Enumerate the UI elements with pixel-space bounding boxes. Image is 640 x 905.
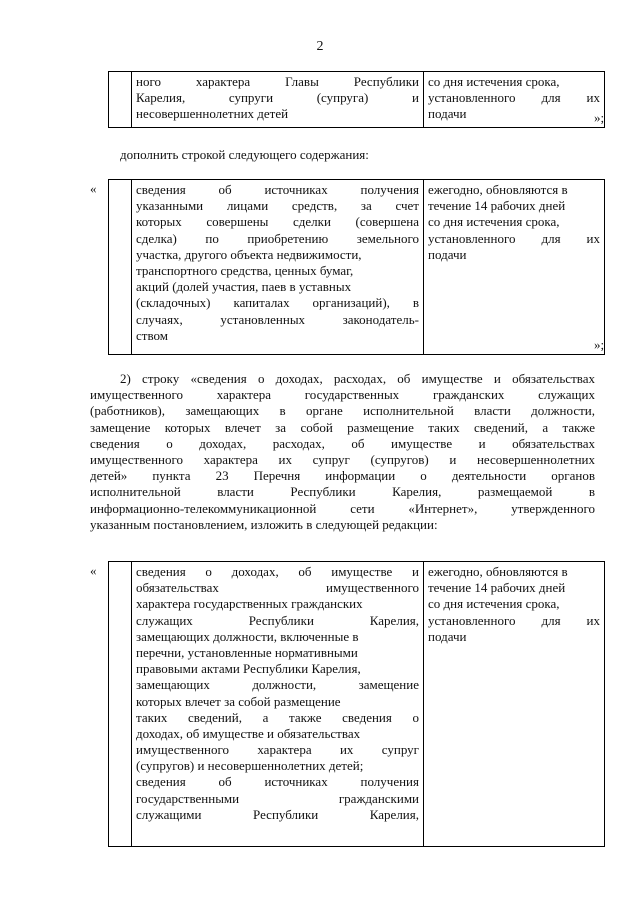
table-bottom-info-line: характера государственных гражданских: [136, 596, 363, 612]
table-mid-info-line: (складочных) капиталах организаций), в: [136, 295, 419, 311]
table-bottom-info-line: таких сведений, а также сведения о: [136, 709, 419, 725]
table-bottom-info-line: государственными гражданскими: [136, 790, 419, 806]
amendment-paragraph: [90, 371, 595, 533]
table-top-info-cell: [132, 72, 424, 128]
paragraph-line: замещение которых влечет за собой размещение таких сведений, а также: [90, 419, 595, 435]
table-mid-info-cell: [132, 180, 424, 355]
table-bottom-info-line: служащими Республики Карелия,: [136, 806, 419, 822]
table-mid-period-line: со дня истечения срока,: [428, 214, 560, 230]
table-mid-info-line: сведения об источниках получения: [136, 182, 419, 197]
table-top-period-line: со дня истечения срока,: [428, 74, 560, 89]
table-top-period-line: подачи: [428, 106, 467, 122]
table-bottom-info-line: которых влечет за собой размещение: [136, 693, 341, 709]
table-top-period-line: установленного для их: [428, 90, 600, 106]
table-bottom-period-line: ежегодно, обновляются в: [428, 564, 568, 579]
table-top-closing-quote: »;: [594, 110, 605, 125]
table-bottom-info-line: доходах, об имуществе и обязательствах: [136, 725, 361, 741]
table-bottom-info-line: сведения о доходах, об имуществе и: [136, 564, 419, 579]
table-mid-period-line: подачи: [428, 246, 467, 262]
table-bottom-info-line: перечни, установленные нормативными: [136, 644, 358, 660]
table-mid-info-line: которых совершены сделки (совершена: [136, 214, 419, 230]
page-number: 2: [316, 39, 324, 54]
table-bottom-info-line: имущественного характера их супруг: [136, 742, 419, 758]
paragraph-line: информационно-телекоммуникационной сети «Интернет», утвержденного: [90, 500, 595, 516]
paragraph-line: детей» пункта 23 Перечня информации о деятельности органов: [90, 468, 595, 484]
table-bottom-number-cell: [109, 562, 132, 847]
table-bottom-period-line: установленного для их: [428, 612, 600, 628]
table-mid-period-line: течение 14 рабочих дней: [428, 198, 566, 214]
table-top-number-cell: [109, 72, 132, 128]
table-top-info-line: Карелия, супруги (супруга) и: [136, 90, 419, 106]
table-bottom-period-line: со дня истечения срока,: [428, 596, 560, 612]
table-bottom-period-line: течение 14 рабочих дней: [428, 580, 566, 596]
table-mid-period-line: ежегодно, обновляются в: [428, 182, 568, 197]
table-bottom: [108, 561, 605, 847]
table-bottom-period-cell: [424, 562, 605, 847]
table-mid-opening-quote: «: [90, 181, 97, 196]
table-mid-info-line: ством: [136, 327, 168, 343]
table-bottom-info-line: правовыми актами Республики Карелия,: [136, 661, 361, 677]
paragraph-line: имущественного характера государственных гражданских служащих: [90, 387, 595, 403]
table-mid: [108, 179, 605, 355]
table-bottom-info-cell: [132, 562, 424, 847]
table-bottom-info-line: замещающих должности, включенные в: [136, 628, 359, 644]
table-bottom-info-line: обязательствах имущественного: [136, 580, 419, 596]
paragraph-line: указанным постановлением, изложить в следующей редакции:: [90, 516, 438, 532]
table-bottom-info-line: сведения об источниках получения: [136, 774, 419, 790]
table-mid-info-line: акций (долей участия, паев в уставных: [136, 279, 352, 295]
table-bottom-opening-quote: «: [90, 563, 97, 578]
table-mid-period-line: установленного для их: [428, 230, 600, 246]
table-mid-info-line: сделка) по приобретению земельного: [136, 230, 419, 246]
paragraph-line: имущественного характера их супруг (супругов) и несовершеннолетних: [90, 451, 595, 467]
table-bottom-info-line: замещающих должности, замещение: [136, 677, 419, 693]
table-top-period-cell: [424, 72, 605, 128]
table-bottom-info-line: (супругов) и несовершеннолетних детей;: [136, 758, 364, 774]
table-mid-info-line: указанными лицами средств, за счет: [136, 198, 419, 214]
table-top-info-line: ного характера Главы Республики: [136, 74, 419, 89]
table-bottom-period-line: подачи: [428, 628, 467, 644]
table-mid-info-line: случаях, установленных законодатель-: [136, 311, 419, 327]
table-mid-period-cell: [424, 180, 605, 355]
table-mid-info-line: транспортного средства, ценных бумаг,: [136, 262, 354, 278]
paragraph-line: исполнительной власти Республики Карелия, размещаемой в: [90, 484, 595, 500]
table-mid-closing-quote: »;: [594, 337, 605, 352]
table-top-info-line: несовершеннолетних детей: [136, 106, 289, 122]
paragraph-line: 2) строку «сведения о доходах, расходах, об имуществе и обязательствах: [120, 371, 595, 386]
paragraph-line: сведения о доходах, расходах, об имуществе и обязательствах: [90, 435, 595, 451]
table-mid-number-cell: [109, 180, 132, 355]
add-row-text: дополнить строкой следующего содержания:: [120, 147, 369, 162]
table-bottom-info-line: служащих Республики Карелия,: [136, 612, 419, 628]
paragraph-line: (работников), замещающих в органе исполнительной власти должности,: [90, 403, 595, 419]
table-mid-info-line: участка, другого объекта недвижимости,: [136, 246, 362, 262]
table-top: [108, 71, 605, 128]
